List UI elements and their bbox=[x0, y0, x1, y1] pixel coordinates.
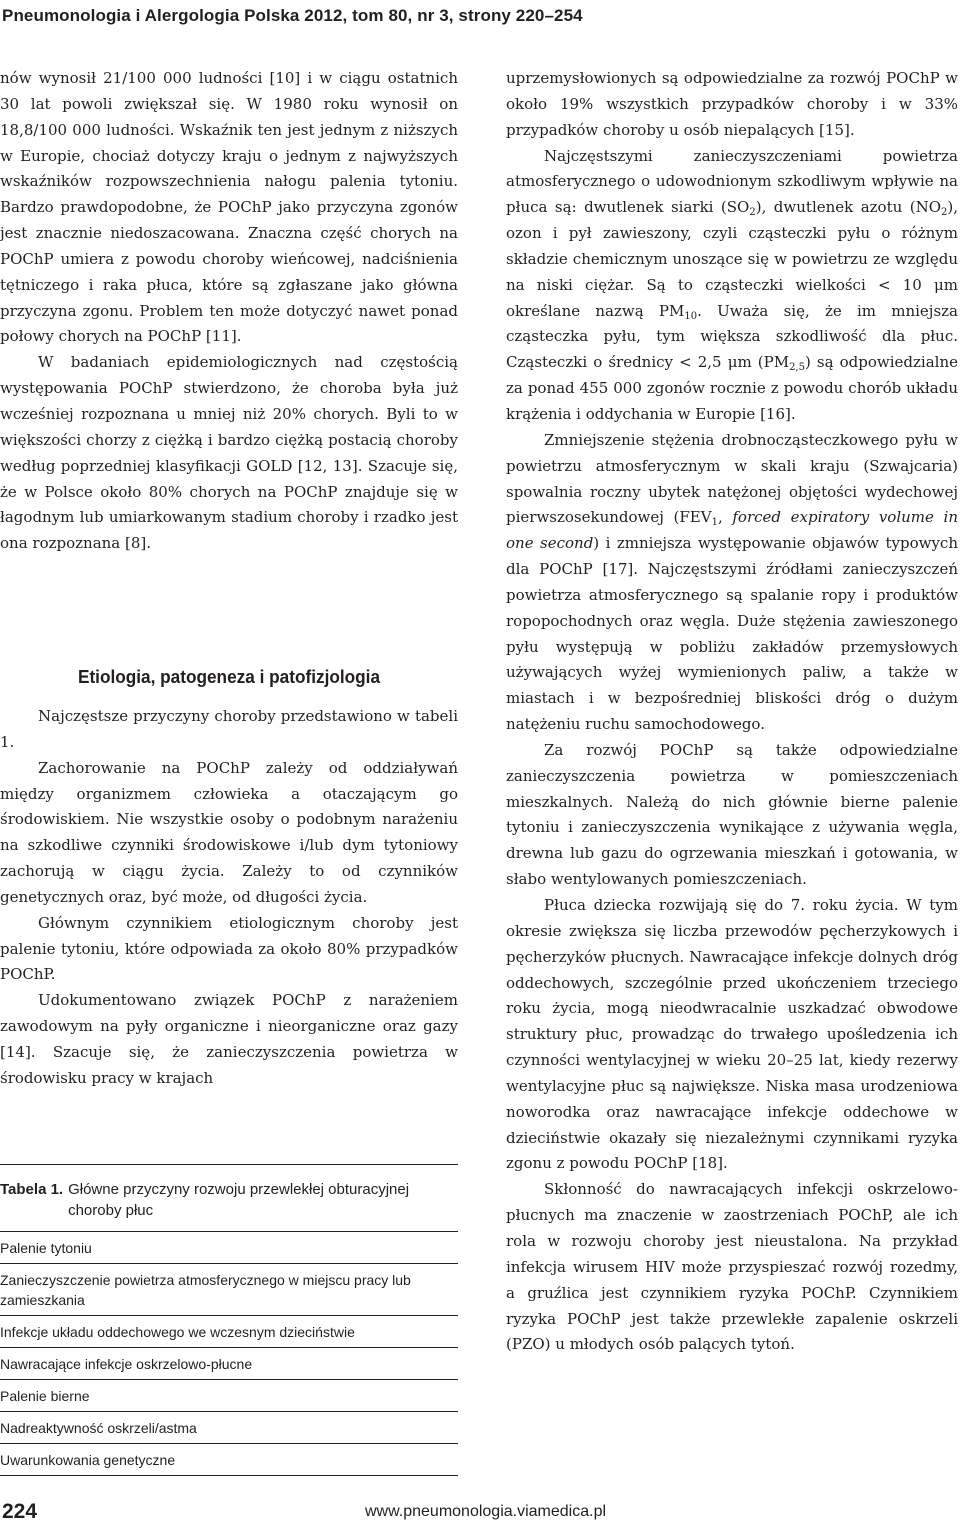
paragraph bbox=[506, 144, 958, 428]
subscript: 2,5 bbox=[789, 362, 805, 374]
table-1 bbox=[0, 1164, 458, 1476]
text-run: ) są odpowiedzialne za ponad 455 000 zgonów rocznie z powodu chorób układu krążenia i oddychania w Europie [16]. bbox=[506, 353, 958, 423]
text-run: ) i zmniejsza występowanie objawów typowych dla POChP [17]. Najczęstszymi źródłami zanieczyszczeń powietrza atmosferycznego są spalanie ropy i produktów ropopochodnych oraz węgla. Duże stężenia zawieszonego pyłu występują w pobliżu zakładów przemysłowych używających wyżej wymienionych paliw, a także w miastach i w bezpośredniej bliskości dróg o dużym natężeniu ruchu samochodowego. bbox=[506, 534, 958, 734]
text-run: . Uważa się, że im mniejsza cząsteczka pyłu, tym większa szkodliwość dla płuc. Cząsteczki o średnicy < 2,5 μm (PM bbox=[506, 301, 958, 372]
table-row: Uwarunkowania genetyczne bbox=[0, 1443, 458, 1476]
journal-url: www.pneumonologia.viamedica.pl bbox=[365, 1503, 607, 1520]
table-caption bbox=[0, 1165, 458, 1231]
paragraph: Zachorowanie na POChP zależy od oddziaływań między organizmem człowieka a otaczającym go środowiskiem. Nie wszystkie osoby o podobnym narażeniu na szkodliwe czynniki środowiskowe i/lub dym tytoniowy zachorują w ciągu życia. Zależy to od czynników genetycznych oraz, być może, od długości życia. bbox=[0, 758, 458, 906]
paragraph: Głównym czynnikiem etiologicznym choroby jest palenie tytoniu, które odpowiada za około 80% przypadków POChP. bbox=[0, 913, 458, 984]
table-row: Palenie tytoniu bbox=[0, 1231, 458, 1263]
paragraph: Za rozwój POChP są także odpowiedzialne zanieczyszczenia powietrza w pomieszczeniach mieszkalnych. Należą do nich głównie bierne palenie tytoniu i zanieczyszczenia wynikające z używania węgla, drewna lub gazu do ogrzewania mieszkań i gotowania, w słabo wentylowanych pomieszczeniach. bbox=[506, 740, 958, 889]
text-run: ), dwutlenek azotu (NO bbox=[755, 198, 941, 217]
right-column bbox=[506, 66, 958, 1358]
subscript: 10 bbox=[684, 310, 698, 322]
paragraph: Skłonność do nawracających infekcji oskrzelowo-płucnych ma znaczenie w zaostrzeniach POChP, ale ich rola w rozwoju choroby jest nieustalona. Na przykład infekcja wirusem HIV może przyspieszać rozwój rozedmy, a gruźlica jest czynnikiem ryzyka POChP. Czynnikiem ryzyka POChP jest także przewlekłe zapalenie oskrzeli (PZO) u młodych osób palących tytoń. bbox=[506, 1180, 958, 1354]
text-run: , bbox=[717, 508, 733, 527]
left-column-continued bbox=[0, 704, 458, 1092]
subscript: 1 bbox=[711, 517, 718, 529]
paragraph: uprzemysłowionych są odpowiedzialne za rozwój POChP w około 19% wszystkich przypadków choroby i w 33% przypadków choroby u osób niepalących [15]. bbox=[506, 69, 958, 139]
section-heading: Etiologia, patogeneza i patofizjologia bbox=[77, 666, 381, 687]
journal-header: Pneumonologia i Alergologia Polska 2012, tom 80, nr 3, strony 220–254 bbox=[2, 6, 583, 25]
table-row: Nadreaktywność oskrzeli/astma bbox=[0, 1411, 458, 1443]
text-run: Zmniejszenie stężenia drobnocząsteczkowego pyłu w powietrzu atmosferycznym w skali kraju (Szwajcaria) spowalnia roczny ubytek natężonej objętości wydechowej pierwszosekundowej (FEV bbox=[506, 430, 958, 527]
page-number: 224 bbox=[2, 1500, 38, 1523]
table-caption-text: Główne przyczyny rozwoju przewlekłej obturacyjnej choroby płuc bbox=[68, 1181, 410, 1219]
paragraph bbox=[506, 428, 958, 738]
page-footer bbox=[0, 1494, 960, 1530]
subscript: 2 bbox=[749, 207, 756, 219]
paragraph: Udokumentowano związek POChP z narażeniem zawodowym na pyły organiczne i nieorganiczne oraz gazy [14]. Szacuje się, że zanieczyszczenia powietrza w środowisku pracy w krajach bbox=[0, 991, 458, 1087]
paragraph: W badaniach epidemiologicznych nad częstością występowania POChP stwierdzono, że choroba była już wcześniej rozpoznana u mniej niż 20% chorych. Byli to w większości chorzy z ciężką i bardzo ciężką postacią choroby według poprzedniej klasyfikacji GOLD [12, 13]. Szacuje się, że w Polsce około 80% chorych na POChP znajduje się w łagodnym lub umiarkowanym stadium choroby i rzadko jest ona rozpoznana [8]. bbox=[0, 353, 458, 553]
left-column bbox=[0, 66, 458, 557]
table-row: Palenie bierne bbox=[0, 1379, 458, 1411]
italic-term: forced expiratory volume in one second bbox=[506, 508, 958, 553]
table-row: Zanieczyszczenie powietrza atmosferycznego w miejscu pracy lub zamieszkania bbox=[0, 1263, 458, 1315]
paragraph: Płuca dziecka rozwijają się do 7. roku życia. W tym okresie zwiększa się liczba przewodów pęcherzykowych i pęcherzyków płucnych. Nawracające infekcje dolnych dróg oddechowych, szczególnie przed ukończeniem trzeciego roku życia, mogą nieodwracalnie uszkadzać obwodowe struktury płuc, prowadząc do trwałego upośledzenia ich czynności wentylacyjnej w wieku 20–25 lat, kiedy rezerwy wentylacyjne płuc są największe. Niska masa urodzeniowa noworodka oraz nawracające infekcje oddechowe w dzieciństwie okazały się niezależnymi czynnikami ryzyka zgonu z powodu POChP [18]. bbox=[506, 896, 958, 1173]
table-label: Tabela 1. bbox=[0, 1181, 64, 1198]
paragraph: nów wynosił 21/100 000 ludności [10] i w ciągu ostatnich 30 lat powoli zwiększał się. W 1980 roku wynosił on 18,8/100 000 ludności. Wskaźnik ten jest jednym z niższych w Europie, chociaż dotyczy kraju o jednym z najwyższych wskaźników rozpowszechnienia nałogu palenia tytoniu. Bardzo prawdopodobne, że POChP jako przyczyna zgonów jest znacznie niedoszacowana. Znaczna część chorych na POChP umiera z powodu choroby wieńcowej, nadciśnienia tętniczego i raka płuca, które są zgłaszane jako główna przyczyna zgonu. Problem ten może dotyczyć nawet ponad połowy chorych na POChP [11]. bbox=[0, 69, 458, 346]
subscript: 2 bbox=[941, 207, 948, 219]
table-row: Nawracające infekcje oskrzelowo-płucne bbox=[0, 1347, 458, 1379]
text-run: ), ozon i pył zawieszony, czyli cząsteczki pyłu o różnym składzie chemicznym unoszące się w powietrzu ze względu na niski ciężar. Są to cząsteczki wielkości < 10 μm określane nazwą PM bbox=[506, 198, 958, 320]
paragraph: Najczęstsze przyczyny choroby przedstawiono w tabeli 1. bbox=[0, 707, 458, 751]
table-row: Infekcje układu oddechowego we wczesnym dzieciństwie bbox=[0, 1315, 458, 1347]
text-run: Najczęstszymi zanieczyszczeniami powietrza atmosferycznego o udowodnionym szkodliwym wpływie na płuca są: dwutlenek siarki (SO bbox=[506, 146, 958, 217]
